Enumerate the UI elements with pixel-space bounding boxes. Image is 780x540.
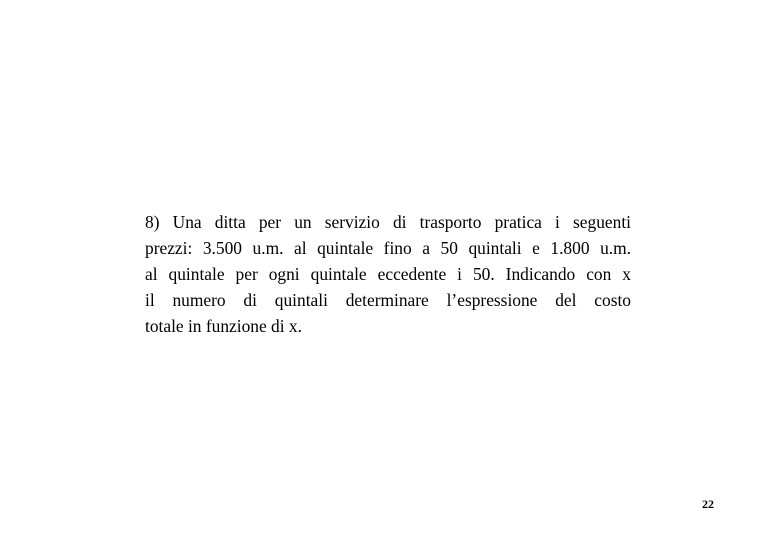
problem-line: il numero di quintali determinare l’espressione del costo — [145, 290, 631, 310]
problem-line: totale in funzione di x. — [145, 316, 302, 336]
problem-line: 8) Una ditta per un servizio di trasporto pratica i seguenti — [145, 212, 631, 232]
problem-line: prezzi: 3.500 u.m. al quintale fino a 50 quintali e 1.800 u.m. — [145, 238, 631, 258]
problem-text — [145, 209, 631, 339]
page-number: 22 — [702, 497, 714, 511]
problem-line: al quintale per ogni quintale eccedente i 50. Indicando con x — [145, 264, 631, 284]
